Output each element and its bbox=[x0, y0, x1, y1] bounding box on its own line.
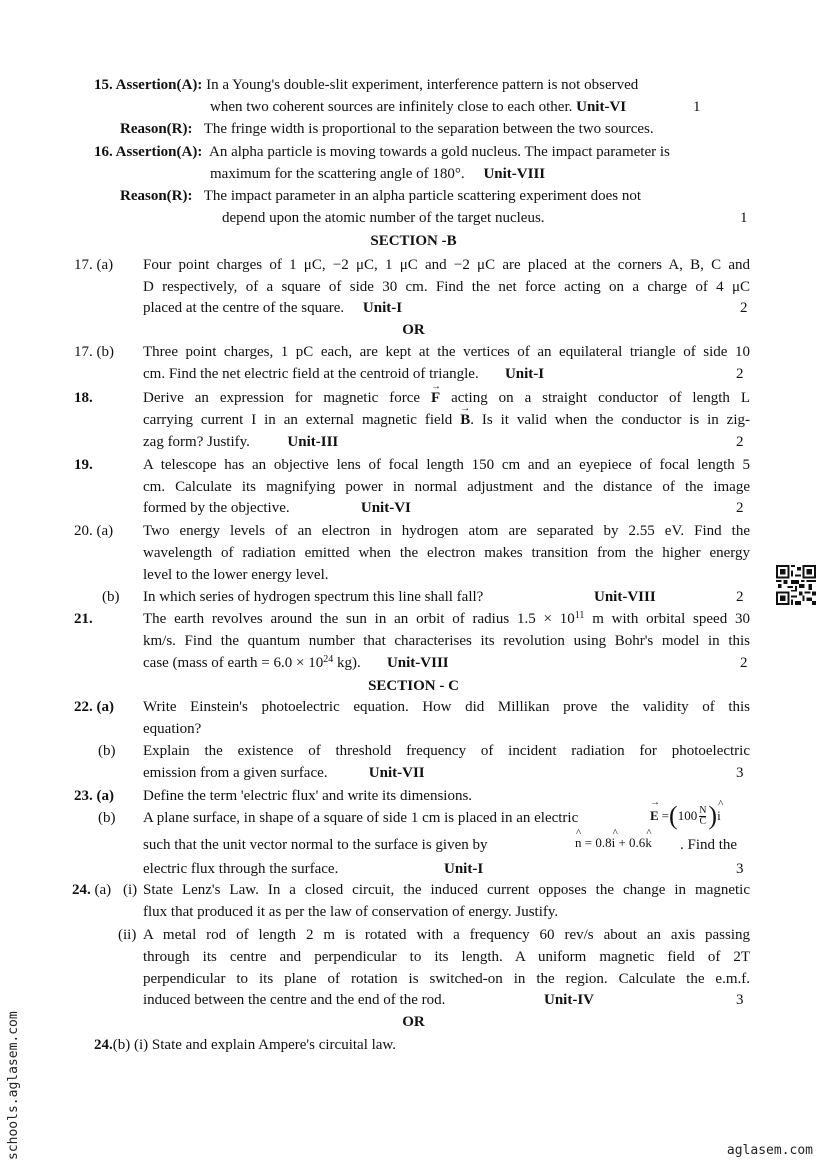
q21-line3b: kg). bbox=[336, 655, 361, 671]
normal-vector-expression bbox=[575, 834, 652, 852]
q21-marks: 2 bbox=[740, 655, 748, 671]
electric-field-symbol: → E bbox=[650, 808, 659, 824]
q24a-ii-line2: through its centre and perpendicular to its length. A uniform magnetic field of 2T bbox=[143, 949, 750, 965]
section-c-heading: SECTION - C bbox=[368, 678, 459, 694]
q16-reason-line1 bbox=[120, 187, 641, 205]
right-paren: ) bbox=[708, 801, 718, 830]
q17a-unit: Unit-I bbox=[362, 300, 403, 316]
q20-line2: wavelength of radiation emitted when the electron makes transition from the higher energy bbox=[143, 545, 750, 561]
q23-line1: Define the term 'electric flux' and write its dimensions. bbox=[143, 788, 473, 804]
q23b-line2a: such that the unit vector normal to the surface is given by bbox=[143, 837, 488, 853]
q16-reason-label: Reason(R): bbox=[120, 188, 193, 204]
q22b-line2 bbox=[143, 764, 425, 782]
q19-line2: cm. Calculate its magnifying power in normal adjustment and the distance of the image bbox=[143, 479, 750, 495]
q17a-label: 17. (a) bbox=[74, 257, 114, 273]
q23b-line3: electric flux through the surface. bbox=[143, 861, 339, 877]
q24a-number: 24. bbox=[72, 882, 91, 898]
q22b-label: (b) bbox=[98, 743, 116, 759]
field-magnitude: 100 bbox=[677, 808, 698, 823]
or-divider-1: OR bbox=[402, 322, 425, 338]
q20-line3: level to the lower energy level. bbox=[143, 567, 329, 583]
q19-unit: Unit-VI bbox=[360, 500, 411, 516]
q21-line1 bbox=[143, 610, 750, 628]
q21-line1a: The earth revolves around the sun in an orbit of radius 1.5 × 10 bbox=[143, 611, 575, 627]
q23-unit: Unit-I bbox=[444, 861, 484, 877]
q17b-unit: Unit-I bbox=[504, 366, 545, 382]
force-vector-symbol: → F bbox=[431, 389, 440, 407]
q15-marks: 1 bbox=[693, 99, 701, 115]
q24a-ii-line4: induced between the centre and the end of the rod. bbox=[143, 992, 446, 1008]
q19-marks: 2 bbox=[736, 500, 744, 516]
q21-exponent2: 24 bbox=[323, 654, 334, 665]
q16-assertion-text1: An alpha particle is moving towards a gold nucleus. The impact parameter is bbox=[209, 144, 670, 160]
section-b-heading: SECTION -B bbox=[370, 233, 457, 249]
magnetic-field-vector-symbol: → B bbox=[460, 411, 470, 429]
q16-reason-text1: The impact parameter in an alpha particle scattering experiment does not bbox=[203, 188, 642, 204]
q22-label bbox=[74, 698, 114, 716]
q18-unit: Unit-III bbox=[287, 434, 339, 450]
q18-marks: 2 bbox=[736, 434, 744, 450]
field-equals: = bbox=[661, 808, 670, 823]
q20-line1: Two energy levels of an electron in hydrogen atom are separated by 2.55 eV. Find the bbox=[143, 523, 750, 539]
q21-line1b: m with orbital speed 30 bbox=[592, 611, 750, 627]
q20-marks: 2 bbox=[736, 589, 744, 605]
q23-marks: 3 bbox=[736, 861, 744, 877]
q24a-label bbox=[72, 881, 111, 899]
q24b-text: (b) (i) State and explain Ampere's circuital law. bbox=[112, 1037, 397, 1053]
unit-vector-i: ^ i bbox=[717, 808, 721, 824]
q21-unit: Unit-VIII bbox=[386, 655, 449, 671]
q24a-sub: (a) bbox=[94, 882, 112, 898]
q20-unit: Unit-VIII bbox=[594, 589, 656, 605]
q24a-i-label: (i) bbox=[123, 882, 138, 898]
q15-assertion-text1: In a Young's double-slit experiment, interference pattern is not observed bbox=[206, 77, 639, 93]
q15-assertion-line1 bbox=[94, 76, 638, 94]
q22-line1: Write Einstein's photoelectric equation. How did Millikan prove the validity of this bbox=[143, 699, 750, 715]
q15-unit: Unit-VI bbox=[576, 99, 627, 115]
q21-line3 bbox=[143, 654, 449, 672]
q24a-unit: Unit-IV bbox=[544, 992, 595, 1008]
q17a-marks: 2 bbox=[740, 300, 748, 316]
field-unit-denominator: C bbox=[699, 815, 707, 827]
q17a-line3 bbox=[143, 299, 402, 317]
q16-assertion-text2: maximum for the scattering angle of 180°. bbox=[210, 166, 465, 182]
left-paren: ( bbox=[669, 801, 678, 830]
q24b-line bbox=[94, 1036, 396, 1054]
side-watermark: schools.aglasem.com bbox=[6, 1011, 21, 1160]
q20b-text: In which series of hydrogen spectrum this line shall fall? bbox=[143, 589, 484, 605]
q24a-ii-line3: perpendicular to its plane of rotation is switched-on in the region. Calculate the e.m.f. bbox=[143, 971, 750, 987]
q16-assertion-line1 bbox=[94, 143, 670, 161]
q17b-marks: 2 bbox=[736, 366, 744, 382]
q19-line3-text: formed by the objective. bbox=[143, 500, 290, 516]
q22-line2: equation? bbox=[143, 721, 202, 737]
electric-field-expression bbox=[650, 801, 721, 831]
q18-line1b: acting on a straight conductor of length L bbox=[451, 390, 750, 406]
q22-unit: Unit-VII bbox=[368, 765, 425, 781]
q24a-marks: 3 bbox=[736, 992, 744, 1008]
q17b-line2-text: cm. Find the net electric field at the centroid of triangle. bbox=[143, 366, 479, 382]
q15-label: 15. Assertion(A): bbox=[94, 77, 203, 93]
q21-exponent1: 11 bbox=[574, 610, 585, 621]
q16-label: 16. Assertion(A): bbox=[94, 144, 203, 160]
normal-unit-i: ^ i bbox=[612, 834, 616, 852]
q18-line1 bbox=[143, 389, 750, 407]
q19-line3 bbox=[143, 499, 411, 517]
q17b-label: 17. (b) bbox=[74, 344, 114, 360]
qr-code-icon bbox=[776, 565, 816, 605]
q17b-line1: Three point charges, 1 pC each, are kept at the vertices of an equilateral triangle of side 10 bbox=[143, 344, 750, 360]
normal-coef-k: + 0.6 bbox=[618, 835, 646, 850]
q18-line1a: Derive an expression for magnetic force bbox=[143, 390, 421, 406]
q20b-label: (b) bbox=[102, 589, 120, 605]
or-divider-2: OR bbox=[402, 1014, 425, 1030]
q24a-i-line2: flux that produced it as per the law of conservation of energy. Justify. bbox=[143, 904, 559, 920]
q22-label-text: 22. (a) bbox=[74, 699, 114, 715]
q15-assertion-text2: when two coherent sources are infinitely close to each other. bbox=[210, 99, 573, 115]
field-unit-fraction bbox=[699, 806, 706, 827]
q19-label: 19. bbox=[74, 457, 93, 473]
q22-marks: 3 bbox=[736, 765, 744, 781]
q15-reason-line bbox=[120, 120, 654, 138]
q23b-label: (b) bbox=[98, 810, 116, 826]
q17a-line2: D respectively, of a square of side 30 cm. Find the net force acting on a charge of 4 μC bbox=[143, 279, 750, 295]
q22b-line2-text: emission from a given surface. bbox=[143, 765, 328, 781]
q21-label: 21. bbox=[74, 611, 93, 627]
footer-watermark: aglasem.com bbox=[726, 1143, 813, 1158]
field-unit-numerator: N bbox=[699, 804, 707, 816]
q21-line3a: case (mass of earth = 6.0 × 10 bbox=[143, 655, 324, 671]
q20-label: 20. (a) bbox=[74, 523, 114, 539]
q24b-number: 24. bbox=[94, 1037, 113, 1053]
q16-assertion-line2 bbox=[210, 165, 545, 183]
q17a-line1: Four point charges of 1 μC, −2 μC, 1 μC and −2 μC are placed at the corners A, B, C and bbox=[143, 257, 750, 273]
q24a-ii-line1: A metal rod of length 2 m is rotated with a frequency 60 rev/s about an axis passing bbox=[143, 927, 750, 943]
q15-reason-text: The fringe width is proportional to the separation between the two sources. bbox=[203, 121, 654, 137]
q23b-line1: A plane surface, in shape of a square of side 1 cm is placed in an electric bbox=[143, 810, 579, 826]
q18-line2b: . Is it valid when the conductor is in zig- bbox=[470, 412, 750, 428]
q15-assertion-line2 bbox=[210, 98, 626, 116]
q23b-line2b: . Find the bbox=[680, 837, 738, 853]
q24a-i-line1: State Lenz's Law. In a closed circuit, the induced current opposes the change in magnetic bbox=[143, 882, 750, 898]
q15-reason-label: Reason(R): bbox=[120, 121, 193, 137]
q17b-line2 bbox=[143, 365, 544, 383]
normal-unit-k: ^ k bbox=[645, 834, 652, 852]
q18-line2 bbox=[143, 411, 750, 429]
q22b-line1: Explain the existence of threshold frequency of incident radiation for photoelectric bbox=[143, 743, 750, 759]
q23-label: 23. (a) bbox=[74, 788, 114, 804]
q21-line2: km/s. Find the quantum number that characterises its revolution using Bohr's model in this bbox=[143, 633, 750, 649]
q18-line3 bbox=[143, 433, 338, 451]
q17a-line3-text: placed at the centre of the square. bbox=[143, 300, 345, 316]
q18-line3-text: zag form? Justify. bbox=[143, 434, 250, 450]
q24a-ii-label: (ii) bbox=[118, 927, 137, 943]
unit-normal-n: ^ n bbox=[575, 834, 582, 852]
q18-line2a: carrying current I in an external magnetic field bbox=[143, 412, 453, 428]
normal-coef-i: = 0.8 bbox=[584, 835, 612, 850]
q16-unit: Unit-VIII bbox=[483, 166, 546, 182]
q19-line1: A telescope has an objective lens of focal length 150 cm and an eyepiece of focal length 5 bbox=[143, 457, 750, 473]
q16-marks: 1 bbox=[740, 210, 748, 226]
q16-reason-line2: depend upon the atomic number of the target nucleus. bbox=[222, 210, 545, 226]
q18-label: 18. bbox=[74, 390, 93, 406]
